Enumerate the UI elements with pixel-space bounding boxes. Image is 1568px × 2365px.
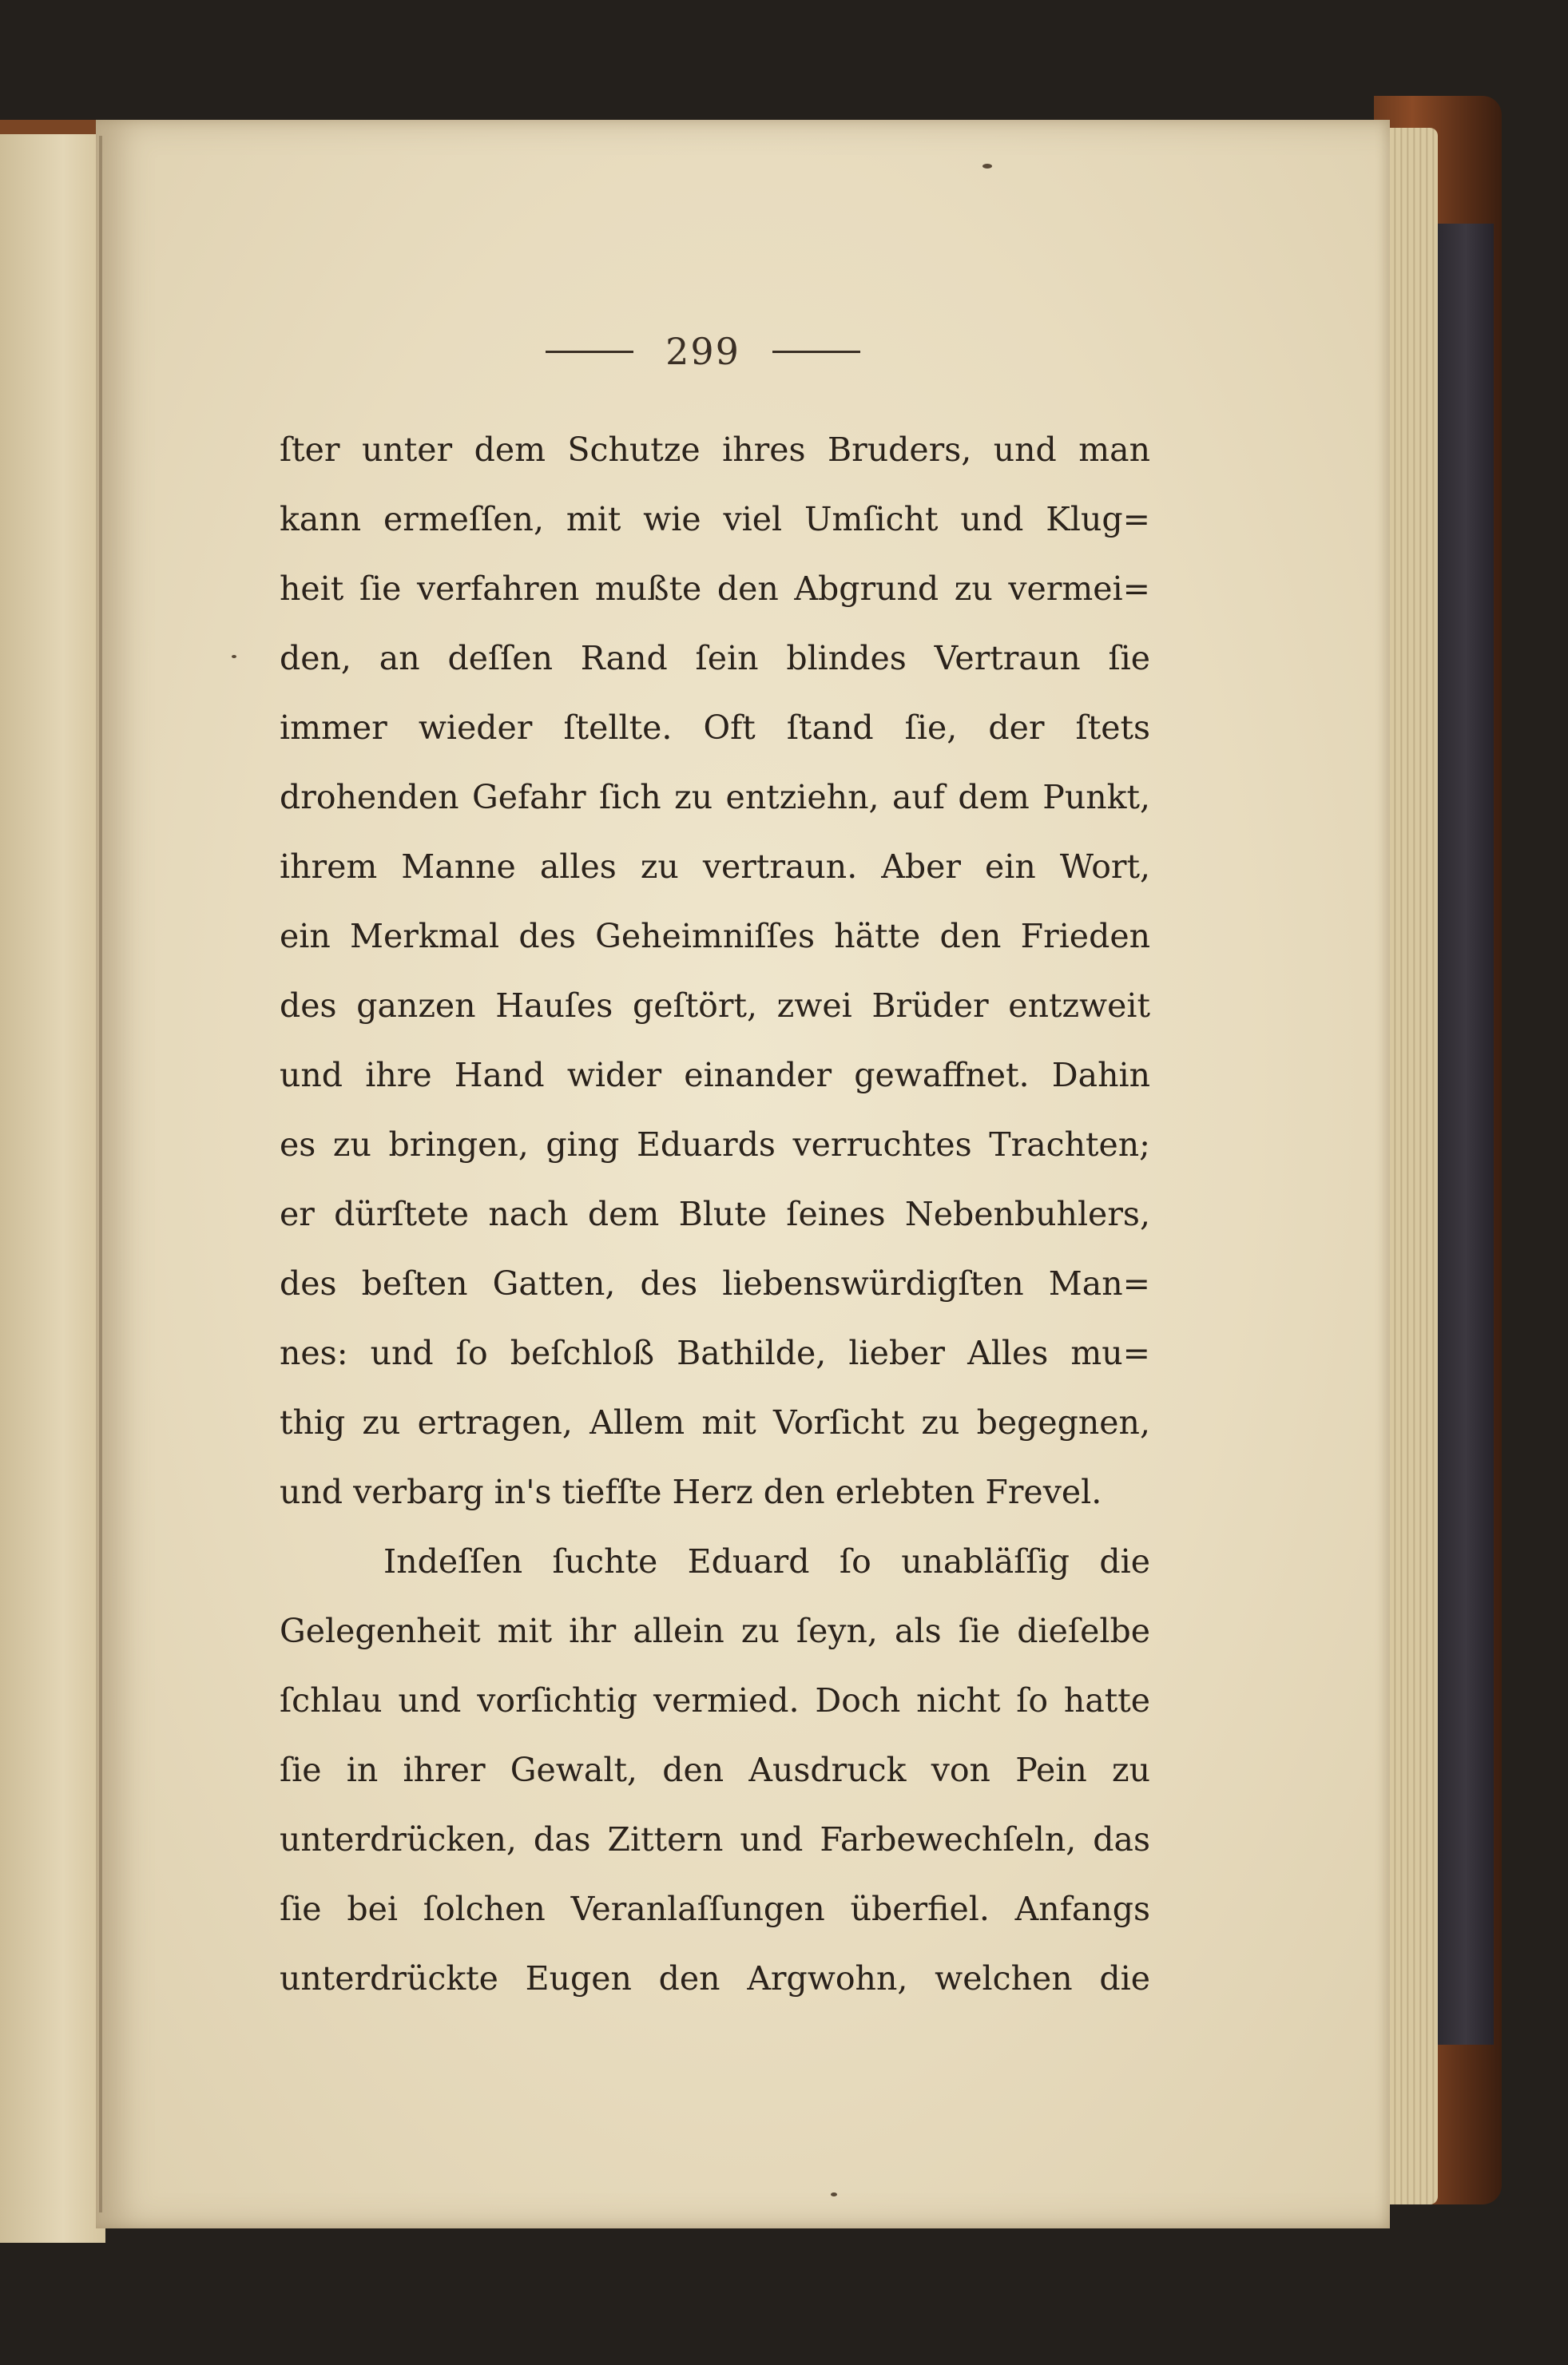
text-line: ſie bei ſolchen Veranlaſſungen überfiel. Anfangs [280, 1890, 1150, 1928]
text-line: des ganzen Hauſes geſtört, zwei Brüder entzweit [280, 986, 1150, 1025]
text-line: des beſten Gatten, des liebenswürdigſten Man= [280, 1264, 1150, 1303]
text-line: heit ſie verfahren mußte den Abgrund zu vermei= [280, 569, 1150, 608]
page-gutter [99, 136, 102, 2212]
text-line: thig zu ertragen, Allem mit Vorſicht zu begegnen, [280, 1403, 1150, 1442]
dust-speck [982, 164, 992, 169]
text-line: den, an deſſen Rand ſein blindes Vertraun ſie [280, 639, 1150, 677]
body-text [280, 415, 1150, 2014]
text-line: unterdrücken, das Zittern und Farbewechſeln, das [280, 1820, 1150, 1859]
header-rule-left [546, 351, 633, 353]
page-header [511, 319, 895, 383]
text-line: immer wieder ſtellte. Oft ſtand ſie, der ſtets [280, 708, 1150, 747]
text-line: ſie in ihrer Gewalt, den Ausdruck von Pein zu [280, 1751, 1150, 1789]
header-rule-right [772, 351, 860, 353]
text-line: und verbarg in's tiefſte Herz den erlebten Frevel. [280, 1473, 1102, 1511]
text-line: kann ermeſſen, mit wie viel Umſicht und Klug= [280, 500, 1150, 538]
facing-page-left [0, 134, 105, 2243]
text-line: nes: und ſo beſchloß Bathilde, lieber Alles mu= [280, 1334, 1150, 1372]
text-line: ein Merkmal des Geheimniſſes hätte den Frieden [280, 917, 1150, 955]
text-line: es zu bringen, ging Eduards verruchtes Trachten; [280, 1125, 1150, 1164]
text-line: ſter unter dem Schutze ihres Bruders, und man [280, 431, 1150, 469]
dust-speck [232, 655, 236, 658]
text-line: ihrem Manne alles zu vertraun. Aber ein Wort, [280, 847, 1150, 886]
text-line: unterdrückte Eugen den Argwohn, welchen die [280, 1959, 1150, 1998]
text-line: Gelegenheit mit ihr allein zu ſeyn, als ſie dieſelbe [280, 1612, 1150, 1650]
dust-speck [831, 2192, 837, 2196]
text-line: drohenden Gefahr ſich zu entziehn, auf dem Punkt, [280, 778, 1150, 816]
text-line: Indeſſen ſuchte Eduard ſo unabläſſig die [383, 1542, 1150, 1581]
book-spine-edge [1438, 224, 1494, 2045]
text-line: und ihre Hand wider einander gewaffnet. Dahin [280, 1056, 1150, 1094]
text-line: er dürſtete nach dem Blute ſeines Nebenbuhlers, [280, 1195, 1150, 1233]
page-number: 299 [665, 330, 740, 373]
text-line: ſchlau und vorſichtig vermied. Doch nicht ſo hatte [280, 1681, 1150, 1720]
